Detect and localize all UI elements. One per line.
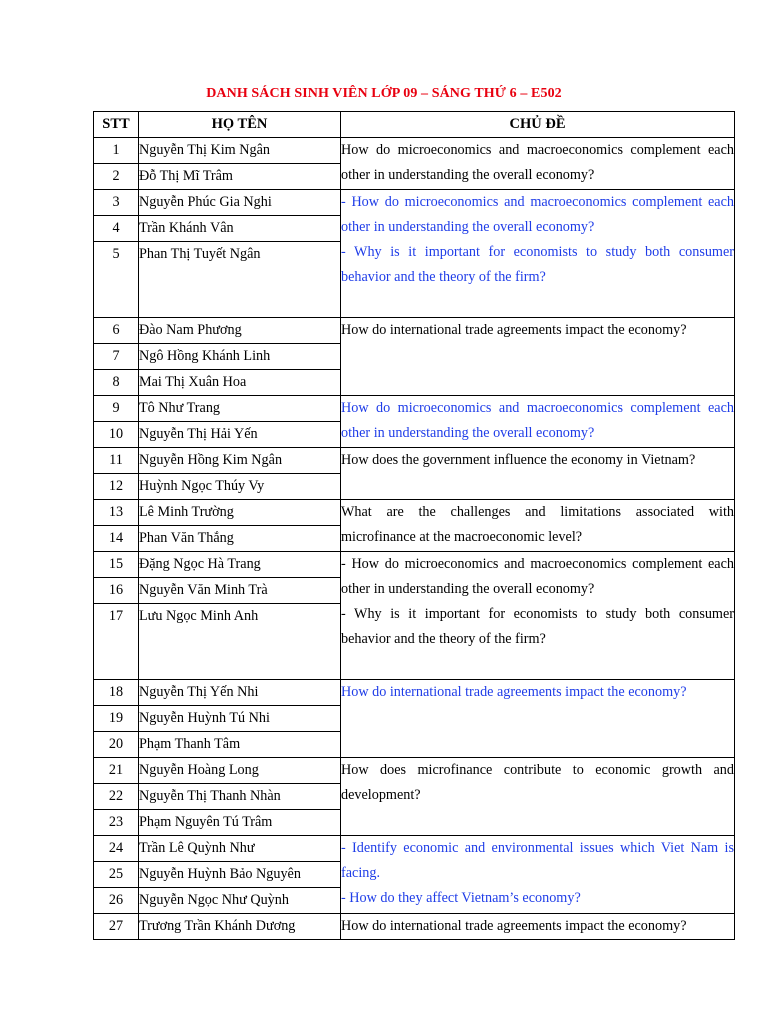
table-row bbox=[94, 552, 735, 578]
name-cell: Mai Thị Xuân Hoa bbox=[139, 370, 341, 396]
name-cell: Nguyễn Huỳnh Bảo Nguyên bbox=[139, 862, 341, 888]
stt-cell: 10 bbox=[94, 422, 139, 448]
table-row bbox=[94, 448, 735, 474]
topic-cell bbox=[341, 914, 735, 940]
stt-cell: 19 bbox=[94, 706, 139, 732]
stt-cell: 5 bbox=[94, 242, 139, 318]
name-cell: Nguyễn Thị Thanh Nhàn bbox=[139, 784, 341, 810]
stt-cell: 8 bbox=[94, 370, 139, 396]
stt-cell: 24 bbox=[94, 836, 139, 862]
stt-cell: 7 bbox=[94, 344, 139, 370]
topic-cell bbox=[341, 836, 735, 914]
name-cell: Phan Văn Thắng bbox=[139, 526, 341, 552]
topic-line: How does the government influence the economy in Vietnam? bbox=[341, 452, 696, 468]
name-cell: Nguyễn Hoàng Long bbox=[139, 758, 341, 784]
name-cell: Nguyễn Thị Hải Yến bbox=[139, 422, 341, 448]
table-header-row bbox=[94, 112, 735, 138]
name-cell: Lưu Ngọc Minh Anh bbox=[139, 604, 341, 680]
header-name: HỌ TÊN bbox=[139, 112, 341, 138]
stt-cell: 25 bbox=[94, 862, 139, 888]
name-cell: Ngô Hồng Khánh Linh bbox=[139, 344, 341, 370]
name-cell: Đỗ Thị Mĩ Trâm bbox=[139, 164, 341, 190]
stt-cell: 23 bbox=[94, 810, 139, 836]
topic-cell bbox=[341, 318, 735, 396]
stt-cell: 16 bbox=[94, 578, 139, 604]
name-cell: Nguyễn Phúc Gia Nghi bbox=[139, 190, 341, 216]
name-cell: Nguyễn Ngọc Như Quỳnh bbox=[139, 888, 341, 914]
topic-cell bbox=[341, 396, 735, 448]
table-row bbox=[94, 914, 735, 940]
name-cell: Nguyễn Hồng Kim Ngân bbox=[139, 448, 341, 474]
stt-cell: 6 bbox=[94, 318, 139, 344]
name-cell: Tô Như Trang bbox=[139, 396, 341, 422]
name-cell: Trương Trần Khánh Dương bbox=[139, 914, 341, 940]
table-row bbox=[94, 680, 735, 706]
name-cell: Trần Khánh Vân bbox=[139, 216, 341, 242]
stt-cell: 15 bbox=[94, 552, 139, 578]
header-topic: CHỦ ĐỀ bbox=[341, 112, 735, 138]
topic-line: How do international trade agreements impact the economy? bbox=[341, 684, 687, 700]
topic-line: How do international trade agreements impact the economy? bbox=[341, 918, 687, 934]
topic-cell bbox=[341, 500, 735, 552]
stt-cell: 11 bbox=[94, 448, 139, 474]
name-cell: Phạm Nguyên Tú Trâm bbox=[139, 810, 341, 836]
stt-cell: 20 bbox=[94, 732, 139, 758]
stt-cell: 2 bbox=[94, 164, 139, 190]
topic-line: - How do they affect Vietnam’s economy? bbox=[341, 890, 581, 906]
name-cell: Nguyễn Thị Yến Nhi bbox=[139, 680, 341, 706]
topic-line: How do international trade agreements impact the economy? bbox=[341, 322, 687, 338]
name-cell: Lê Minh Trường bbox=[139, 500, 341, 526]
topic-cell bbox=[341, 448, 735, 500]
topic-cell bbox=[341, 552, 735, 680]
table-row bbox=[94, 758, 735, 784]
stt-cell: 9 bbox=[94, 396, 139, 422]
stt-cell: 12 bbox=[94, 474, 139, 500]
name-cell: Đào Nam Phương bbox=[139, 318, 341, 344]
topic-line: - Identify economic and environmental issues which Viet Nam is facing. bbox=[341, 840, 734, 881]
topic-line: - Why is it important for economists to study both consumer behavior and the theory of the firm? bbox=[341, 606, 734, 647]
topic-line: - How do microeconomics and macroeconomics complement each other in understanding the overall economy? bbox=[341, 194, 734, 235]
topic-line: - How do microeconomics and macroeconomics complement each other in understanding the overall economy? bbox=[341, 556, 734, 597]
stt-cell: 22 bbox=[94, 784, 139, 810]
name-cell: Nguyễn Thị Kim Ngân bbox=[139, 138, 341, 164]
table-row bbox=[94, 396, 735, 422]
topic-line: How do microeconomics and macroeconomics complement each other in understanding the overall economy? bbox=[341, 400, 734, 441]
topic-cell bbox=[341, 190, 735, 318]
stt-cell: 3 bbox=[94, 190, 139, 216]
student-topic-table bbox=[93, 111, 735, 940]
topic-line: What are the challenges and limitations associated with microfinance at the macroeconomic level? bbox=[341, 504, 734, 545]
table-row bbox=[94, 138, 735, 164]
topic-cell bbox=[341, 680, 735, 758]
stt-cell: 26 bbox=[94, 888, 139, 914]
stt-cell: 27 bbox=[94, 914, 139, 940]
name-cell: Phan Thị Tuyết Ngân bbox=[139, 242, 341, 318]
stt-cell: 18 bbox=[94, 680, 139, 706]
table-row bbox=[94, 318, 735, 344]
name-cell: Trần Lê Quỳnh Như bbox=[139, 836, 341, 862]
document-title: DANH SÁCH SINH VIÊN LỚP 09 – SÁNG THỨ 6 – E502 bbox=[206, 86, 562, 101]
topic-line: How does microfinance contribute to economic growth and development? bbox=[341, 762, 734, 803]
name-cell: Đặng Ngọc Hà Trang bbox=[139, 552, 341, 578]
name-cell: Nguyễn Văn Minh Trà bbox=[139, 578, 341, 604]
name-cell: Nguyễn Huỳnh Tú Nhi bbox=[139, 706, 341, 732]
table-row bbox=[94, 836, 735, 862]
table-row bbox=[94, 500, 735, 526]
topic-cell bbox=[341, 138, 735, 190]
topic-cell bbox=[341, 758, 735, 836]
topic-line: How do microeconomics and macroeconomics complement each other in understanding the overall economy? bbox=[341, 142, 734, 183]
stt-cell: 14 bbox=[94, 526, 139, 552]
table-row bbox=[94, 190, 735, 216]
stt-cell: 4 bbox=[94, 216, 139, 242]
topic-line: - Why is it important for economists to study both consumer behavior and the theory of the firm? bbox=[341, 244, 734, 285]
name-cell: Huỳnh Ngọc Thúy Vy bbox=[139, 474, 341, 500]
stt-cell: 17 bbox=[94, 604, 139, 680]
name-cell: Phạm Thanh Tâm bbox=[139, 732, 341, 758]
stt-cell: 13 bbox=[94, 500, 139, 526]
header-stt: STT bbox=[94, 112, 139, 138]
stt-cell: 21 bbox=[94, 758, 139, 784]
stt-cell: 1 bbox=[94, 138, 139, 164]
